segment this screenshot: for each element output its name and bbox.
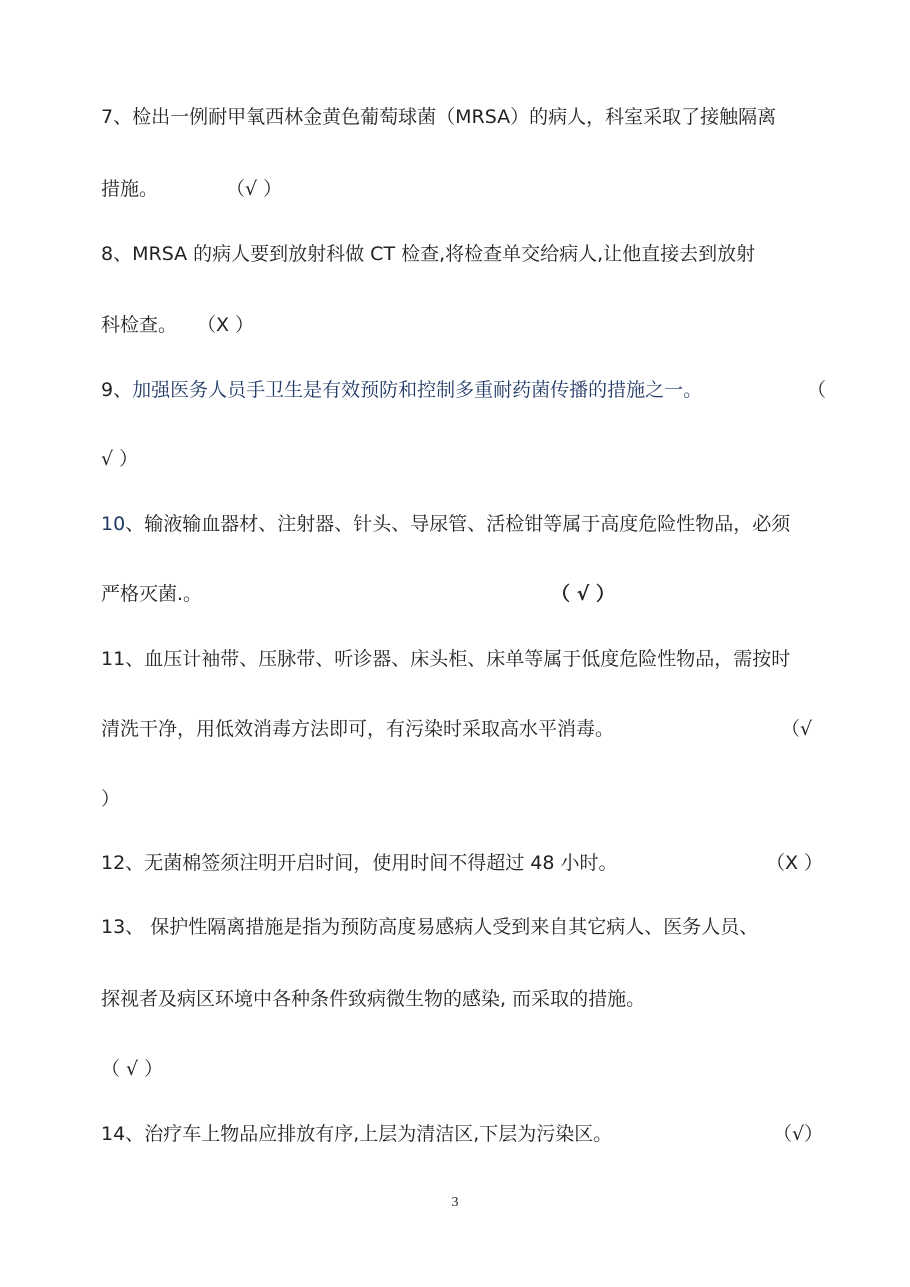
question-12-answer: （X ） (766, 852, 824, 874)
question-12-text: 无菌棉签须注明开启时间，使用时间不得超过 48 小时。 (144, 852, 618, 874)
question-13-line-1 (101, 913, 822, 941)
question-9-number: 9、 (101, 379, 133, 401)
question-7-text: 检出一例耐甲氧西林金黄色葡萄球菌（MRSA）的病人，科室采取了接触隔离 (132, 106, 777, 128)
question-12-line-1 (101, 849, 822, 877)
question-13-text-cont: 探视者及病区环境中各种条件致病微生物的感染, 而采取的措施。 (101, 988, 646, 1010)
question-11-answer-open: （√ (781, 718, 813, 740)
question-9-answer-close: √ ） (101, 448, 139, 470)
question-8-text: MRSA 的病人要到放射科做 CT 检查,将检查单交给病人,让他直接去到放射 (132, 243, 756, 265)
question-8-number: 8、 (101, 243, 133, 265)
question-14-number: 14、 (101, 1123, 145, 1145)
question-13-number: 13、 (101, 916, 145, 938)
question-10-text-cont: 严格灭菌.。 (101, 583, 203, 605)
question-10-text: 、输液输血器材、注射器、针头、导尿管、活检钳等属于高度危险性物品，必须 (125, 513, 791, 535)
question-8-line-1 (101, 240, 822, 268)
question-9-line-1 (101, 376, 827, 404)
question-8-line-2 (101, 311, 822, 339)
question-14-answer: （√） (773, 1123, 824, 1145)
question-7-number: 7、 (101, 106, 133, 128)
question-10-answer: （ √ ） (551, 583, 615, 605)
question-8-text-cont: 科检查。 (101, 314, 178, 336)
question-11-text-cont: 清洗干净，用低效消毒方法即可，有污染时采取高水平消毒。 (101, 718, 615, 740)
question-9-text: 加强医务人员手卫生是有效预防和控制多重耐药菌传播的措施之一。 (132, 379, 703, 401)
question-14-text: 治疗车上物品应排放有序,上层为清洁区,下层为污染区。 (144, 1123, 613, 1145)
question-11-line-3 (101, 785, 822, 813)
question-7-text-cont: 措施。 (101, 178, 159, 200)
question-11-text: 血压计袖带、压脉带、听诊器、床头柜、床单等属于低度危险性物品，需按时 (144, 648, 791, 670)
question-7-line-2 (101, 175, 822, 203)
question-12-number: 12、 (101, 852, 145, 874)
question-14-line-1 (101, 1120, 822, 1148)
question-8-answer: （X ） (197, 314, 255, 336)
question-11-number: 11、 (101, 648, 145, 670)
question-13-line-3 (101, 1055, 822, 1083)
question-7-line-1 (101, 103, 822, 131)
question-10-number: 10 (101, 513, 126, 535)
question-9-answer-open: （ (807, 379, 827, 401)
question-13-answer: （ √ ） (101, 1058, 164, 1080)
page-number: 3 (451, 1195, 459, 1210)
question-13-line-2 (101, 985, 822, 1013)
question-11-answer-close: ） (101, 788, 121, 810)
question-13-text: 保护性隔离措施是指为预防高度易感病人受到来自其它病人、医务人员、 (144, 916, 759, 938)
question-10-line-1 (101, 510, 822, 538)
question-11-line-1 (101, 645, 822, 673)
question-7-answer: （√ ） (226, 178, 283, 200)
question-11-line-2 (101, 715, 822, 743)
question-10-line-2 (101, 580, 822, 608)
question-9-line-2 (101, 445, 822, 473)
